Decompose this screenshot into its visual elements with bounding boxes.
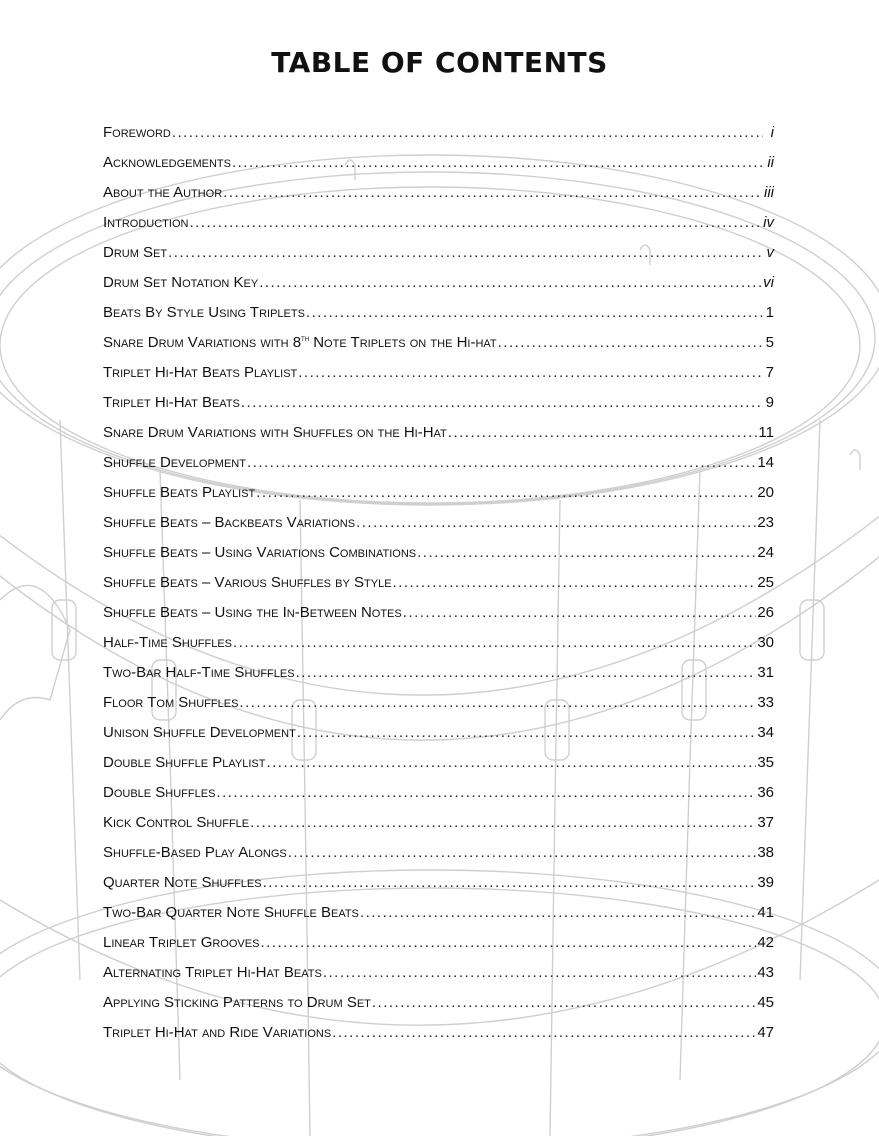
toc-entry-title-text: Linear Triplet Grooves bbox=[103, 933, 260, 951]
toc-entry-title bbox=[103, 814, 249, 831]
toc-page-number: 5 bbox=[765, 333, 774, 351]
toc-entry-title-text: Drum Set Notation Key bbox=[103, 273, 259, 291]
toc-entry bbox=[103, 777, 778, 807]
toc-entry-title bbox=[103, 694, 238, 711]
toc-page-number: ii bbox=[767, 153, 774, 171]
toc-dot-leader bbox=[172, 124, 763, 141]
toc-dot-leader bbox=[223, 184, 763, 201]
toc-entry-title-text: Snare Drum Variations with Shuffles on the Hi-Hat bbox=[103, 423, 447, 441]
toc-page-number: 7 bbox=[765, 363, 774, 381]
toc-dot-leader bbox=[498, 334, 763, 351]
toc-page-number: 33 bbox=[757, 693, 774, 711]
toc-entry-title bbox=[103, 184, 222, 201]
toc-entry-title bbox=[103, 334, 497, 351]
toc-entry-title-text: Foreword bbox=[103, 123, 171, 141]
toc-page-number: iii bbox=[764, 183, 774, 201]
toc-entry bbox=[103, 237, 778, 267]
toc-entry-title bbox=[103, 124, 171, 141]
toc-entry-title bbox=[103, 484, 255, 501]
toc-entry-title-text: Shuffle Beats – Using the In-Between Notes bbox=[103, 603, 402, 621]
toc-entry bbox=[103, 417, 778, 447]
toc-entry bbox=[103, 267, 778, 297]
table-of-contents bbox=[103, 117, 778, 1047]
toc-entry-title bbox=[103, 964, 322, 981]
toc-dot-leader bbox=[403, 604, 757, 621]
toc-page-number: v bbox=[766, 243, 774, 261]
toc-page-number: iv bbox=[763, 213, 774, 231]
toc-page-number: 14 bbox=[757, 453, 774, 471]
toc-page-number: 1 bbox=[765, 303, 774, 321]
toc-entry-title-text: Kick Control Shuffle bbox=[103, 813, 250, 831]
toc-entry-title bbox=[103, 304, 305, 321]
toc-dot-leader bbox=[306, 304, 763, 321]
toc-entry bbox=[103, 507, 778, 537]
toc-entry bbox=[103, 147, 778, 177]
toc-page-number: 42 bbox=[757, 933, 774, 951]
toc-entry-title bbox=[103, 544, 416, 561]
toc-entry-title-text: Snare Drum Variations with 8 bbox=[103, 333, 302, 351]
toc-entry bbox=[103, 837, 778, 867]
toc-entry-title bbox=[103, 364, 297, 381]
toc-entry bbox=[103, 327, 778, 357]
toc-page-number: 23 bbox=[757, 513, 774, 531]
toc-entry-title bbox=[103, 904, 359, 921]
toc-dot-leader bbox=[256, 484, 756, 501]
toc-entry-title bbox=[103, 274, 258, 291]
toc-entry bbox=[103, 747, 778, 777]
toc-page-number: 45 bbox=[757, 993, 774, 1011]
toc-page-number: 31 bbox=[757, 663, 774, 681]
toc-page-number: 38 bbox=[757, 843, 774, 861]
toc-dot-leader bbox=[266, 754, 756, 771]
toc-entry bbox=[103, 537, 778, 567]
page-title: TABLE OF CONTENTS bbox=[271, 46, 608, 79]
toc-entry bbox=[103, 447, 778, 477]
toc-entry-title-text: Triplet Hi-Hat and Ride Variations bbox=[103, 1023, 332, 1041]
toc-entry-title-text: Quarter Note Shuffles bbox=[103, 873, 262, 891]
toc-entry-title-text: Shuffle Development bbox=[103, 453, 246, 471]
toc-dot-leader bbox=[168, 244, 763, 261]
toc-entry bbox=[103, 297, 778, 327]
toc-entry-title bbox=[103, 604, 402, 621]
toc-page-number: 24 bbox=[757, 543, 774, 561]
toc-dot-leader bbox=[356, 514, 756, 531]
toc-dot-leader bbox=[297, 724, 757, 741]
toc-entry-title-text: Triplet Hi-Hat Beats Playlist bbox=[103, 363, 298, 381]
toc-entry bbox=[103, 387, 778, 417]
toc-dot-leader bbox=[288, 844, 757, 861]
toc-page-number: 9 bbox=[765, 393, 774, 411]
toc-dot-leader bbox=[247, 454, 756, 471]
toc-entry-title-text: Double Shuffles bbox=[103, 783, 216, 801]
toc-page-number: 35 bbox=[757, 753, 774, 771]
toc-entry bbox=[103, 957, 778, 987]
toc-dot-leader bbox=[372, 994, 756, 1011]
toc-dot-leader bbox=[360, 904, 756, 921]
toc-entry-title bbox=[103, 874, 262, 891]
toc-dot-leader bbox=[417, 544, 756, 561]
toc-entry bbox=[103, 927, 778, 957]
toc-page-number: 25 bbox=[757, 573, 774, 591]
toc-entry-title-text: Triplet Hi-Hat Beats bbox=[103, 393, 240, 411]
toc-page-number: 30 bbox=[757, 633, 774, 651]
toc-page-number: 26 bbox=[757, 603, 774, 621]
toc-dot-leader bbox=[260, 934, 756, 951]
toc-entry-title bbox=[103, 454, 246, 471]
toc-dot-leader bbox=[250, 814, 756, 831]
toc-dot-leader bbox=[448, 424, 758, 441]
toc-dot-leader bbox=[393, 574, 757, 591]
toc-entry bbox=[103, 357, 778, 387]
toc-entry-title-text: Floor Tom Shuffles bbox=[103, 693, 239, 711]
toc-dot-leader bbox=[296, 664, 757, 681]
toc-entry-title-text: Half-Time Shuffles bbox=[103, 633, 233, 651]
toc-entry bbox=[103, 687, 778, 717]
toc-entry-title-text: Double Shuffle Playlist bbox=[103, 753, 266, 771]
toc-dot-leader bbox=[239, 694, 756, 711]
toc-entry-title-text: Beats By Style Using Triplets bbox=[103, 303, 305, 321]
toc-entry-title-text: Acknowledgements bbox=[103, 153, 231, 171]
toc-entry-title bbox=[103, 994, 371, 1011]
toc-entry-title bbox=[103, 424, 447, 441]
toc-page-number: 20 bbox=[757, 483, 774, 501]
toc-entry bbox=[103, 177, 778, 207]
toc-entry bbox=[103, 717, 778, 747]
toc-entry-title bbox=[103, 724, 296, 741]
toc-entry-title-text: Shuffle Beats – Backbeats Variations bbox=[103, 513, 356, 531]
toc-entry-superscript: th bbox=[301, 332, 310, 343]
toc-entry bbox=[103, 477, 778, 507]
toc-entry-title-text: Unison Shuffle Development bbox=[103, 723, 296, 741]
toc-entry-title bbox=[103, 634, 232, 651]
toc-dot-leader bbox=[332, 1024, 756, 1041]
toc-dot-leader bbox=[298, 364, 763, 381]
toc-dot-leader bbox=[233, 634, 756, 651]
toc-entry bbox=[103, 867, 778, 897]
toc-dot-leader bbox=[232, 154, 763, 171]
toc-dot-leader bbox=[259, 274, 762, 291]
toc-page-number: 39 bbox=[757, 873, 774, 891]
toc-entry bbox=[103, 567, 778, 597]
toc-entry-title bbox=[103, 154, 231, 171]
toc-entry-title bbox=[103, 394, 240, 411]
toc-entry bbox=[103, 627, 778, 657]
toc-entry-title-text: Alternating Triplet Hi-Hat Beats bbox=[103, 963, 322, 981]
toc-page-number: 37 bbox=[757, 813, 774, 831]
toc-entry-title-text: Introduction bbox=[103, 213, 189, 231]
toc-page-number: 34 bbox=[757, 723, 774, 741]
toc-page-number: 36 bbox=[757, 783, 774, 801]
toc-dot-leader bbox=[216, 784, 756, 801]
toc-page-number: 11 bbox=[758, 423, 774, 441]
toc-entry bbox=[103, 897, 778, 927]
toc-entry-title-text: Applying Sticking Patterns to Drum Set bbox=[103, 993, 371, 1011]
toc-entry-title bbox=[103, 244, 167, 261]
toc-entry-title-text: Two-Bar Half-Time Shuffles bbox=[103, 663, 295, 681]
toc-entry-title-text: Shuffle Beats – Various Shuffles by Style bbox=[103, 573, 392, 591]
toc-entry bbox=[103, 117, 778, 147]
toc-dot-leader bbox=[263, 874, 757, 891]
toc-page-number: 47 bbox=[757, 1023, 774, 1041]
toc-dot-leader bbox=[323, 964, 756, 981]
toc-entry-title bbox=[103, 754, 265, 771]
toc-entry-title bbox=[103, 1024, 331, 1041]
toc-entry-title bbox=[103, 574, 392, 591]
toc-page-number: 43 bbox=[757, 963, 774, 981]
toc-entry-title-text: About the Author bbox=[103, 183, 223, 201]
toc-entry-title bbox=[103, 934, 259, 951]
toc-entry-title bbox=[103, 514, 355, 531]
toc-entry-title-text: Shuffle Beats – Using Variations Combinations bbox=[103, 543, 417, 561]
toc-entry-title bbox=[103, 784, 215, 801]
toc-entry bbox=[103, 807, 778, 837]
toc-entry-title bbox=[103, 844, 287, 861]
toc-page-number: i bbox=[770, 123, 774, 141]
toc-entry-title-text: Shuffle-Based Play Alongs bbox=[103, 843, 287, 861]
toc-page-number: vi bbox=[763, 273, 774, 291]
toc-entry-title-text: Two-Bar Quarter Note Shuffle Beats bbox=[103, 903, 359, 921]
toc-entry bbox=[103, 657, 778, 687]
toc-dot-leader bbox=[189, 214, 762, 231]
toc-entry-title bbox=[103, 214, 188, 231]
toc-entry bbox=[103, 987, 778, 1017]
toc-entry-title-continuation: Note Triplets on the Hi-hat bbox=[309, 333, 497, 351]
toc-entry-title-text: Shuffle Beats Playlist bbox=[103, 483, 256, 501]
toc-dot-leader bbox=[241, 394, 763, 411]
toc-entry-title bbox=[103, 664, 295, 681]
toc-page-number: 41 bbox=[757, 903, 774, 921]
toc-entry bbox=[103, 597, 778, 627]
toc-entry bbox=[103, 1017, 778, 1047]
toc-entry bbox=[103, 207, 778, 237]
toc-entry-title-text: Drum Set bbox=[103, 243, 168, 261]
